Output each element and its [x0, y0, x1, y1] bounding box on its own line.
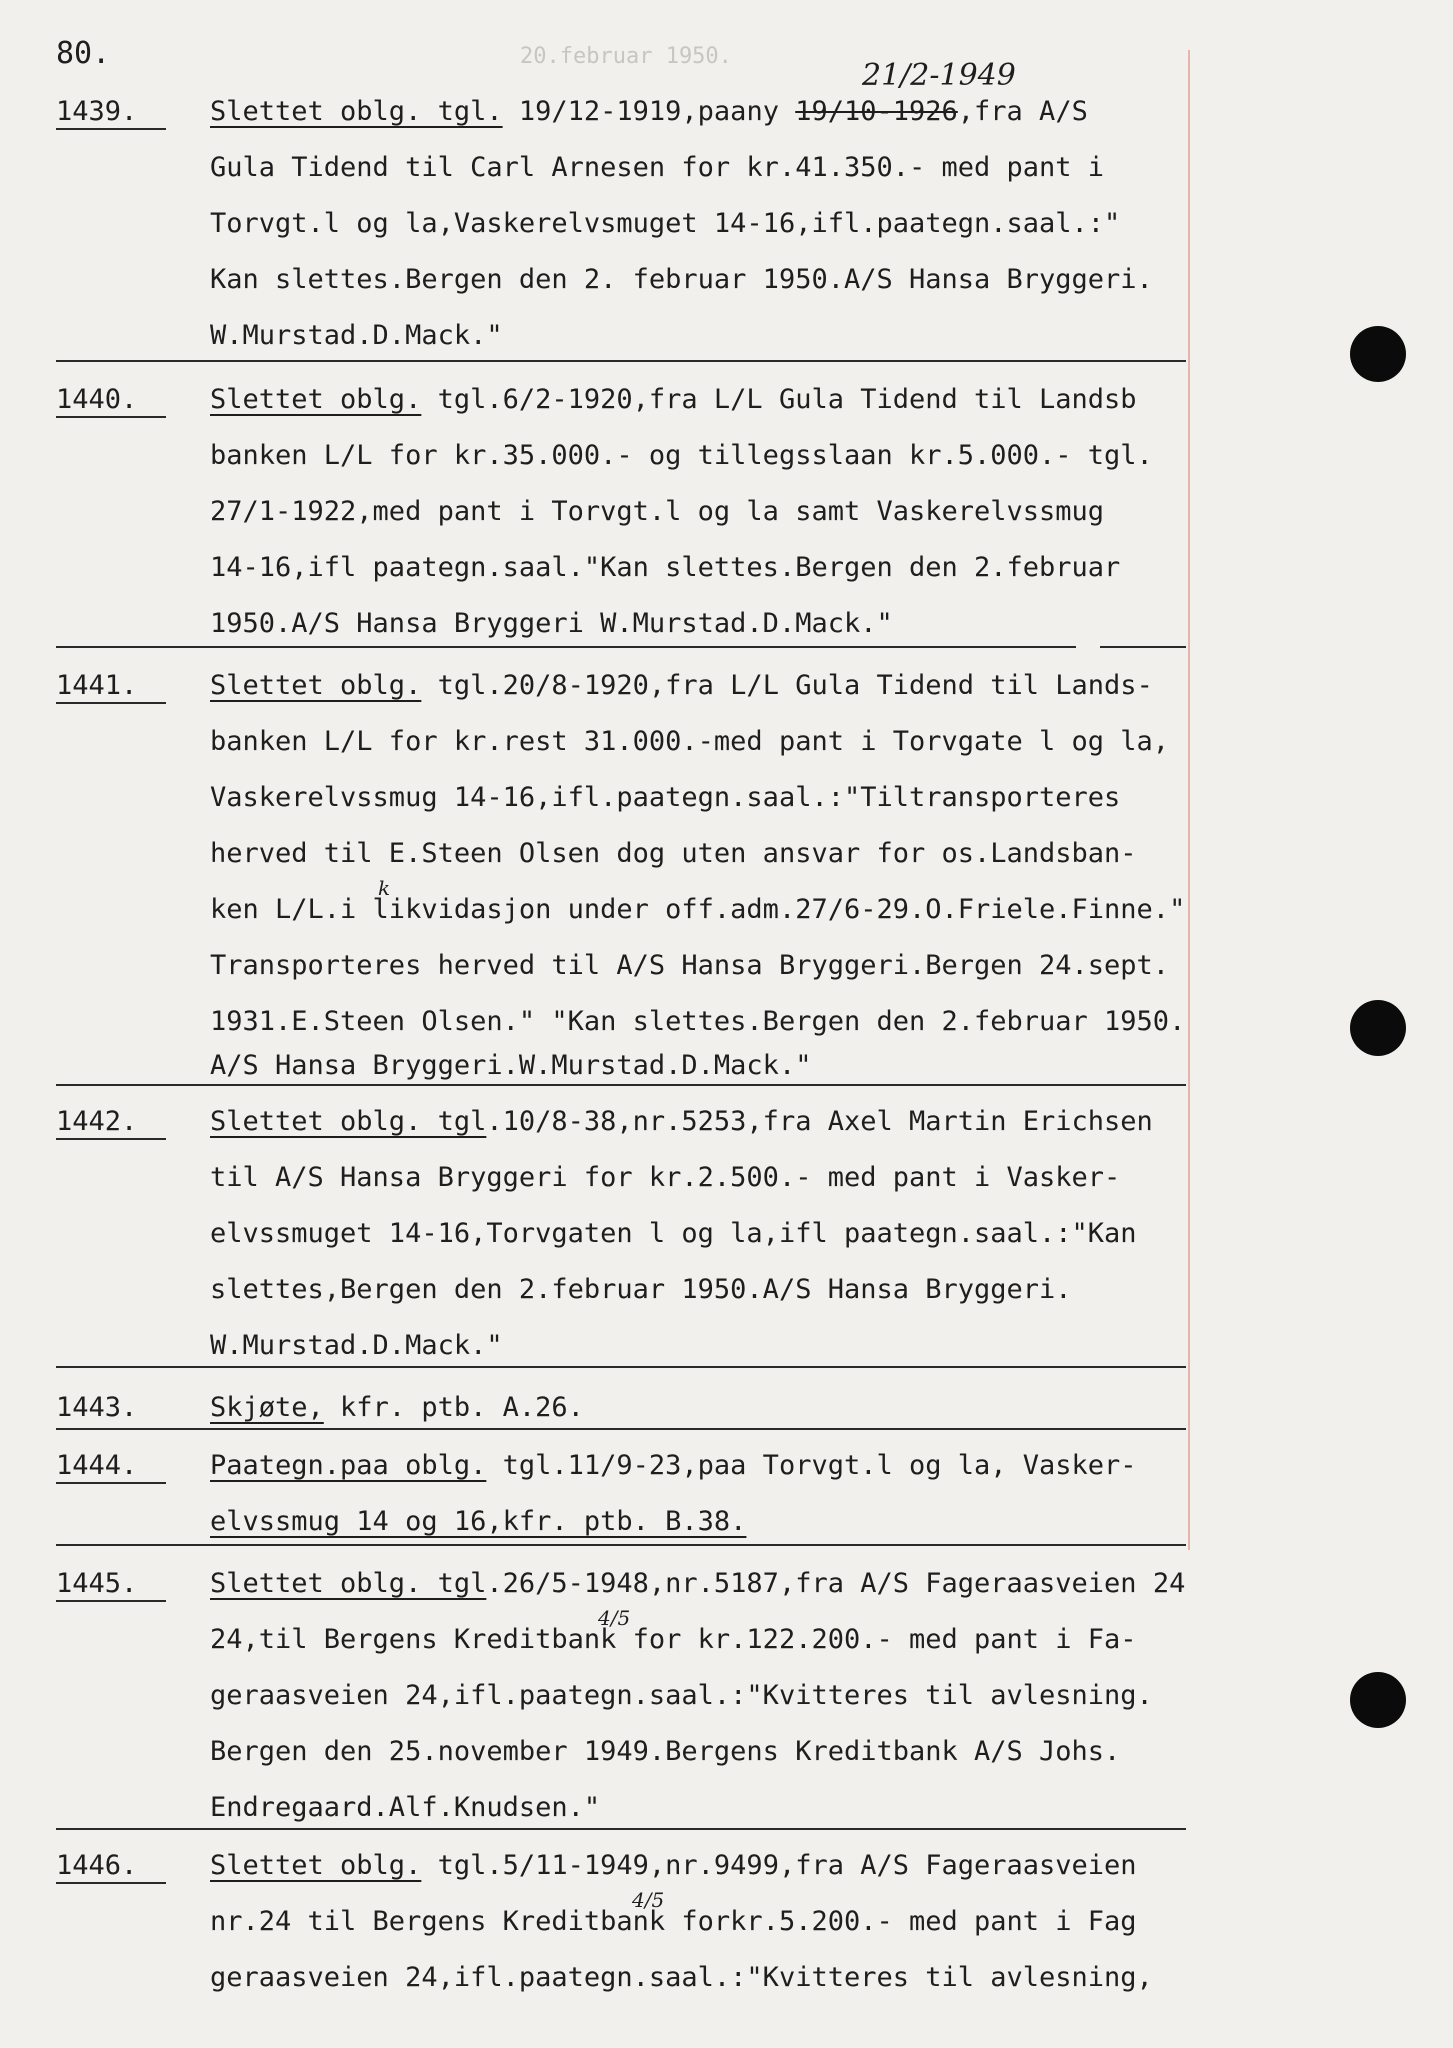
entry-line: A/S Hansa Bryggeri.W.Murstad.D.Mack." [210, 1050, 812, 1081]
entry-line: Slettet oblg. tgl. 19/12-1919,paany 19/10-1926,fra A/S [210, 96, 1088, 127]
entry-line: Slettet oblg. tgl.5/11-1949,nr.9499,fra A/S Fageraasveien [210, 1850, 1137, 1881]
entry-number: 1443. [56, 1392, 138, 1423]
entry-number: 1439. [56, 96, 138, 127]
entry-number: 1444. [56, 1450, 138, 1481]
entry-line: slettes,Bergen den 2.februar 1950.A/S Hansa Bryggeri. [210, 1274, 1072, 1305]
entry-line: 27/1-1922,med pant i Torvgt.l og la samt Vaskerelvssmug [210, 496, 1105, 527]
entry-line: W.Murstad.D.Mack." [210, 320, 503, 351]
entry-number-underline [56, 702, 166, 704]
margin-mark: 4/5 [598, 1606, 631, 1630]
entry-line: Skjøte, kfr. ptb. A.26. [210, 1392, 584, 1423]
entry-separator [56, 1828, 1186, 1830]
entry-number: 1441. [56, 670, 138, 701]
entry-line: 1931.E.Steen Olsen." "Kan slettes.Bergen den 2.februar 1950. [210, 1006, 1186, 1037]
entry-line: 1950.A/S Hansa Bryggeri W.Murstad.D.Mack." [210, 608, 893, 639]
punch-hole-3 [1350, 1672, 1406, 1728]
entry-line: Bergen den 25.november 1949.Bergens Kreditbank A/S Johs. [210, 1736, 1121, 1767]
entry-line: herved til E.Steen Olsen dog uten ansvar for os.Landsban- [210, 838, 1137, 869]
entry-line: Kan slettes.Bergen den 2. februar 1950.A/S Hansa Bryggeri. [210, 264, 1153, 295]
entry-number-underline [56, 1600, 166, 1602]
entry-separator [56, 1428, 1186, 1430]
entry-number-underline [56, 1882, 166, 1884]
entry-line: til A/S Hansa Bryggeri for kr.2.500.- med pant i Vasker- [210, 1162, 1121, 1193]
entry-line: elvssmuget 14-16,Torvgaten l og la,ifl paategn.saal.:"Kan [210, 1218, 1137, 1249]
entry-line: geraasveien 24,ifl.paategn.saal.:"Kvitteres til avlesning, [210, 1962, 1153, 1993]
entry-line: elvssmug 14 og 16,kfr. ptb. B.38. [210, 1506, 747, 1537]
entry-number: 1442. [56, 1106, 138, 1137]
entry-line: Paategn.paa oblg. tgl.11/9-23,paa Torvgt.l og la, Vasker- [210, 1450, 1137, 1481]
entry-number: 1446. [56, 1850, 138, 1881]
page-number: 80. [56, 36, 111, 71]
margin-mark: 4/5 [632, 1888, 665, 1912]
margin-mark: k [378, 876, 391, 900]
entry-number-underline [56, 1482, 166, 1484]
entry-line: Slettet oblg. tgl.20/8-1920,fra L/L Gula Tidend til Lands- [210, 670, 1153, 701]
bleed-through-header: 20.februar 1950. [520, 44, 732, 69]
entry-line: Slettet oblg. tgl.26/5-1948,nr.5187,fra A/S Fageraasveien 24 [210, 1568, 1186, 1599]
entry-line: 14-16,ifl paategn.saal."Kan slettes.Bergen den 2.februar [210, 552, 1121, 583]
entry-line: Torvgt.l og la,Vaskerelvsmuget 14-16,ifl.paategn.saal.:" [210, 208, 1121, 239]
entry-separator [56, 1544, 1186, 1546]
handwritten-date: 21/2-1949 [862, 58, 1016, 93]
punch-hole-2 [1350, 1000, 1406, 1056]
entry-line: banken L/L for kr.rest 31.000.-med pant i Torvgate l og la, [210, 726, 1170, 757]
entry-line: 24,til Bergens Kreditbank for kr.122.200.- med pant i Fa- [210, 1624, 1137, 1655]
entry-line: Gula Tidend til Carl Arnesen for kr.41.350.- med pant i [210, 152, 1105, 183]
entry-line: ken L/L.i likvidasjon under off.adm.27/6-29.O.Friele.Finne." [210, 894, 1186, 925]
entry-number-underline [56, 1138, 166, 1140]
entry-line: W.Murstad.D.Mack." [210, 1330, 503, 1361]
entry-line: geraasveien 24,ifl.paategn.saal.:"Kvitteres til avlesning. [210, 1680, 1153, 1711]
entry-separator [56, 1366, 1186, 1368]
entry-number-underline [56, 128, 166, 130]
entry-separator [56, 360, 1186, 362]
entry-line: Slettet oblg. tgl.10/8-38,nr.5253,fra Axel Martin Erichsen [210, 1106, 1153, 1137]
entry-number-underline [56, 416, 166, 418]
entry-number: 1440. [56, 384, 138, 415]
entry-separator [1100, 646, 1186, 648]
entry-line: Transporteres herved til A/S Hansa Bryggeri.Bergen 24.sept. [210, 950, 1170, 981]
entry-line: Vaskerelvssmug 14-16,ifl.paategn.saal.:"Tiltransporteres [210, 782, 1121, 813]
entry-line: Slettet oblg. tgl.6/2-1920,fra L/L Gula Tidend til Landsb [210, 384, 1137, 415]
entry-number: 1445. [56, 1568, 138, 1599]
entry-separator [56, 646, 1076, 648]
entry-line: Endregaard.Alf.Knudsen." [210, 1792, 601, 1823]
entry-line: nr.24 til Bergens Kreditbank forkr.5.200.- med pant i Fag [210, 1906, 1137, 1937]
margin-rule [1188, 50, 1190, 1550]
entry-line: banken L/L for kr.35.000.- og tillegsslaan kr.5.000.- tgl. [210, 440, 1153, 471]
entry-separator [56, 1084, 1186, 1086]
punch-hole-1 [1350, 326, 1406, 382]
